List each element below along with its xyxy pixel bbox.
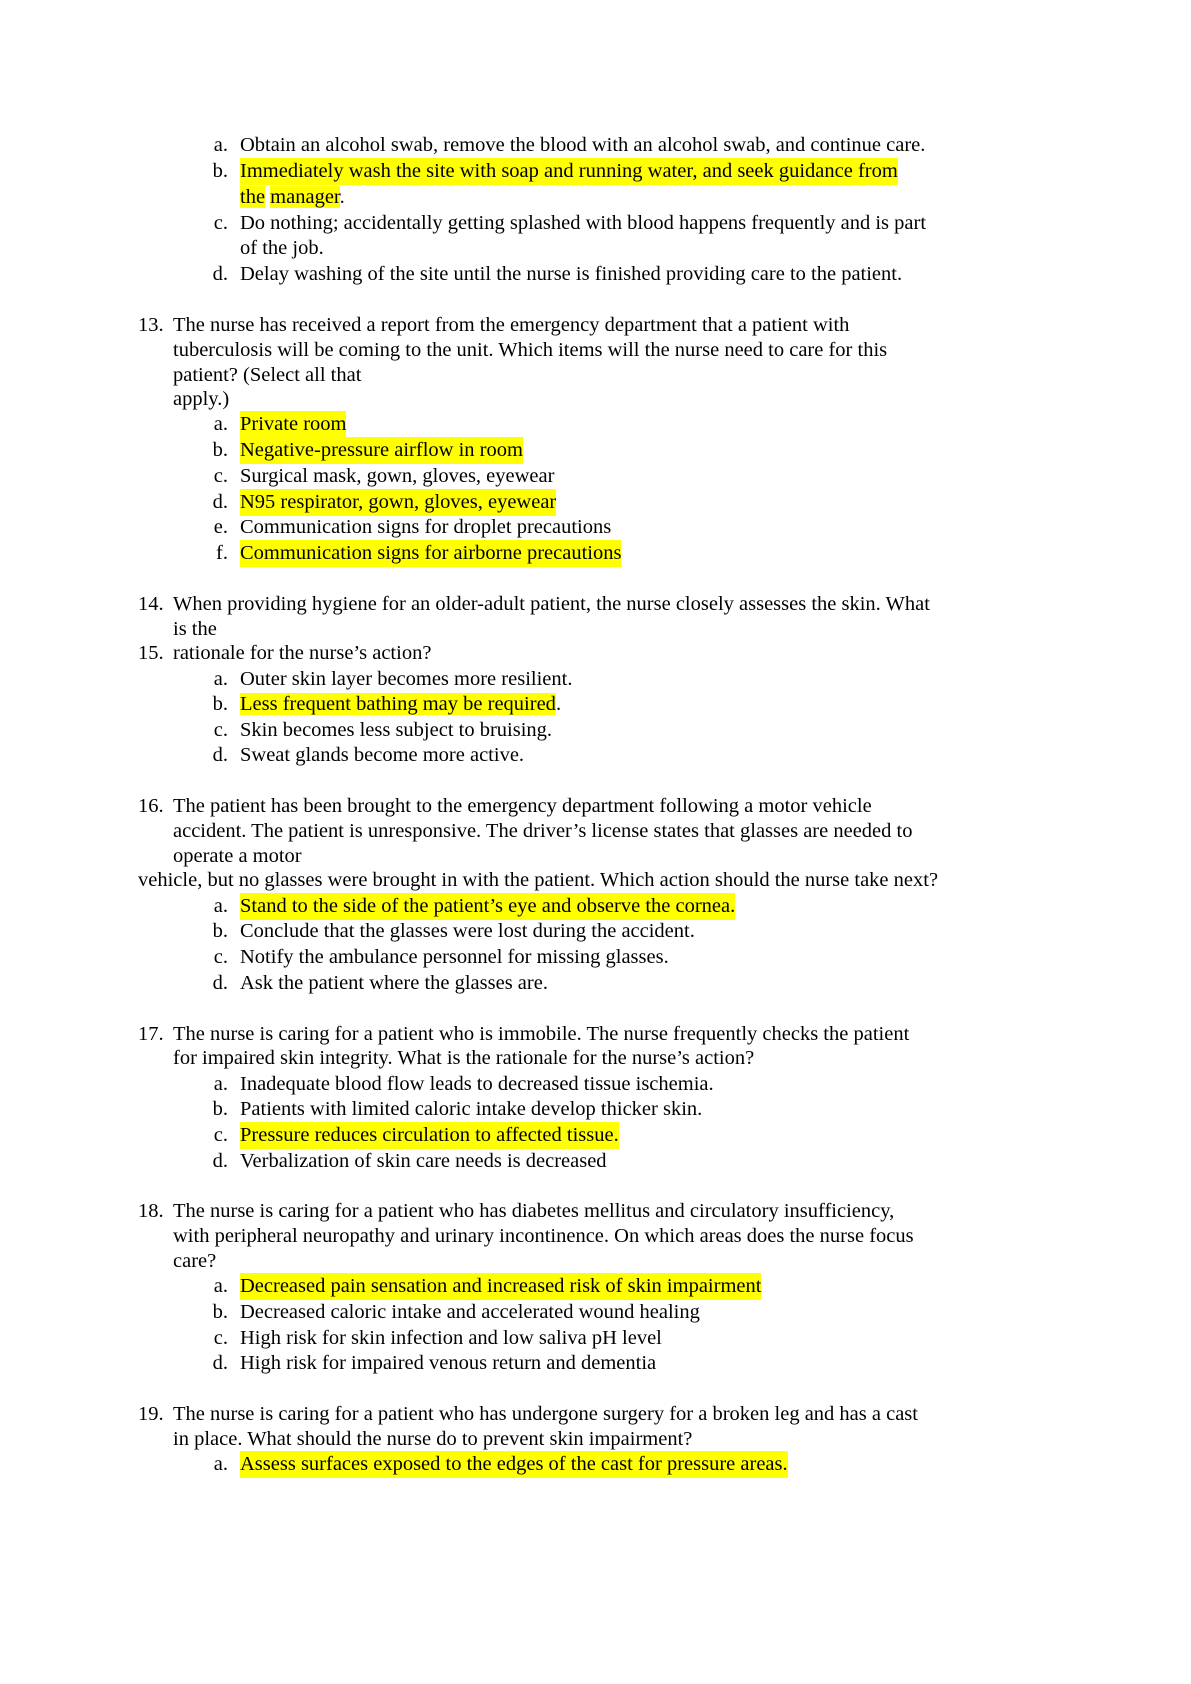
q13-stem-line: apply.) [173, 388, 230, 410]
option-marker: a. [213, 1073, 228, 1095]
option-marker: c. [213, 1124, 228, 1146]
question-number: 15. [138, 642, 164, 664]
option-marker: a. [213, 134, 228, 156]
option-text: Inadequate blood flow leads to decreased tissue ischemia. [240, 1073, 714, 1095]
option-marker: a. [213, 668, 228, 690]
q19-option-a [206, 1451, 788, 1478]
option-text: Sweat glands become more active. [240, 744, 525, 766]
q13-stem [138, 312, 850, 339]
option-marker: b. [212, 439, 228, 461]
q18-option-c [206, 1325, 662, 1352]
q12-option-b-continued [240, 184, 345, 211]
option-text: Obtain an alcohol swab, remove the blood with an alcohol swab, and continue care. [240, 134, 926, 156]
option-text-highlighted: Negative-pressure airflow in room [240, 437, 523, 464]
option-marker: d. [212, 1150, 228, 1172]
option-marker: d. [212, 1352, 228, 1374]
q15-option-a [206, 666, 573, 693]
q17-option-c [206, 1122, 619, 1149]
option-text-highlighted: the [240, 186, 266, 208]
q15-option-c [206, 717, 553, 744]
question-number: 19. [138, 1403, 164, 1425]
q13-stem-line: patient? (Select all that [173, 364, 362, 386]
option-marker: d. [212, 263, 228, 285]
question-text: The nurse has received a report from the emergency department that a patient with [173, 314, 850, 336]
option-text-highlighted: Decreased pain sensation and increased risk of skin impairment [240, 1273, 761, 1300]
option-marker: a. [213, 1275, 228, 1297]
option-marker: c. [213, 212, 228, 234]
q12-option-c-continued [240, 235, 324, 262]
option-marker: c. [213, 1327, 228, 1349]
q12-option-c [206, 210, 927, 237]
option-text: Patients with limited caloric intake develop thicker skin. [240, 1098, 703, 1120]
option-marker: d. [212, 491, 228, 513]
option-text: Notify the ambulance personnel for missing glasses. [240, 946, 669, 968]
option-text-highlighted: Immediately wash the site with soap and running water, and seek guidance from [240, 158, 898, 185]
option-marker: b. [212, 160, 228, 182]
option-text: of the job. [240, 237, 324, 259]
option-text: Conclude that the glasses were lost during the accident. [240, 920, 695, 942]
option-text: High risk for skin infection and low saliva pH level [240, 1327, 662, 1349]
option-marker: b. [212, 693, 228, 715]
option-text-highlighted: Assess surfaces exposed to the edges of the cast for pressure areas. [240, 1451, 788, 1478]
option-text: Verbalization of skin care needs is decreased [240, 1150, 607, 1172]
question-text: When providing hygiene for an older-adult patient, the nurse closely assesses the skin. What [173, 593, 930, 615]
option-text: Outer skin layer becomes more resilient. [240, 668, 573, 690]
q12-option-a [206, 132, 926, 159]
question-text: rationale for the nurse’s action? [173, 642, 432, 664]
option-marker: d. [212, 744, 228, 766]
q17-option-b [206, 1096, 703, 1123]
option-marker: c. [213, 465, 228, 487]
option-text-highlighted: Pressure reduces circulation to affected tissue. [240, 1122, 619, 1149]
option-marker: b. [212, 920, 228, 942]
q17-option-d [206, 1148, 607, 1175]
q12-option-d [206, 261, 903, 288]
q18-option-d [206, 1350, 657, 1377]
option-text-highlighted: Less frequent bathing may be required [240, 693, 556, 715]
q16-stem-line: operate a motor [173, 845, 302, 867]
q16-option-a [206, 893, 736, 920]
q17-option-a [206, 1071, 714, 1098]
q18-stem-line: care? [173, 1250, 217, 1272]
question-number: 18. [138, 1200, 164, 1222]
q15-option-d [206, 742, 525, 769]
option-text: Delay washing of the site until the nurse is finished providing care to the patient. [240, 263, 903, 285]
q13-option-b [206, 437, 523, 464]
q13-option-f [206, 540, 622, 567]
option-text: Ask the patient where the glasses are. [240, 972, 548, 994]
question-text: The nurse is caring for a patient who has diabetes mellitus and circulatory insufficiency, [173, 1200, 895, 1222]
option-marker: a. [213, 895, 228, 917]
option-text: Communication signs for droplet precautions [240, 516, 612, 538]
q13-stem-line: tuberculosis will be coming to the unit. Which items will the nurse need to care for this [173, 339, 888, 361]
option-text: Decreased caloric intake and accelerated wound healing [240, 1301, 700, 1323]
q13-option-d [206, 489, 557, 516]
q17-stem-line: for impaired skin integrity. What is the rationale for the nurse’s action? [173, 1047, 755, 1069]
option-text-highlighted: N95 respirator, gown, gloves, eyewear [240, 489, 556, 516]
option-text: Skin becomes less subject to bruising. [240, 719, 553, 741]
question-text: The nurse is caring for a patient who has undergone surgery for a broken leg and has a cast [173, 1403, 918, 1425]
q16-option-b [206, 918, 695, 945]
q14-stem [138, 591, 930, 618]
q13-option-a [206, 411, 347, 438]
option-marker: a. [213, 413, 228, 435]
q13-option-e [206, 514, 612, 541]
option-text: Do nothing; accidentally getting splashed with blood happens frequently and is part [240, 212, 927, 234]
option-marker: a. [213, 1453, 228, 1475]
q16-option-d [206, 970, 548, 997]
option-marker: b. [212, 1301, 228, 1323]
q19-stem-line: in place. What should the nurse do to prevent skin impairment? [173, 1428, 693, 1450]
option-text-highlighted: Communication signs for airborne precautions [240, 540, 621, 567]
q18-option-b [206, 1299, 700, 1326]
option-text-tail: . [555, 693, 562, 715]
question-number: 16. [138, 795, 164, 817]
question-number: 14. [138, 593, 164, 615]
option-text-highlighted: Stand to the side of the patient’s eye and observe the cornea. [240, 893, 735, 920]
q16-stem-line: accident. The patient is unresponsive. The driver’s license states that glasses are needed to [173, 820, 913, 842]
q18-stem-line: with peripheral neuropathy and urinary incontinence. On which areas does the nurse focus [173, 1225, 914, 1247]
q13-option-c [206, 463, 555, 490]
q12-option-b [206, 158, 898, 185]
option-text: High risk for impaired venous return and dementia [240, 1352, 657, 1374]
question-text: The patient has been brought to the emergency department following a motor vehicle [173, 795, 872, 817]
q19-stem [138, 1401, 918, 1428]
q16-stem-line: vehicle, but no glasses were brought in with the patient. Which action should the nurse take next? [138, 869, 939, 891]
question-number: 17. [138, 1023, 164, 1045]
option-text: Surgical mask, gown, gloves, eyewear [240, 465, 555, 487]
option-marker: f. [216, 542, 228, 564]
option-text-highlighted: Private room [240, 411, 346, 438]
option-marker: d. [212, 972, 228, 994]
q14-stem-line: is the [173, 618, 217, 640]
q15-stem [138, 640, 432, 667]
option-marker: c. [213, 946, 228, 968]
q15-option-b [206, 691, 562, 718]
question-text: The nurse is caring for a patient who is immobile. The nurse frequently checks the patient [173, 1023, 910, 1045]
q18-stem [138, 1198, 895, 1225]
q18-option-a [206, 1273, 762, 1300]
option-marker: b. [212, 1098, 228, 1120]
option-text-tail: . [339, 186, 345, 208]
option-marker: e. [213, 516, 228, 538]
question-number: 13. [138, 314, 164, 336]
q17-stem [138, 1021, 910, 1048]
option-marker: c. [213, 719, 228, 741]
option-text-highlighted: manager [270, 186, 340, 208]
q16-option-c [206, 944, 669, 971]
q16-stem [138, 793, 872, 820]
